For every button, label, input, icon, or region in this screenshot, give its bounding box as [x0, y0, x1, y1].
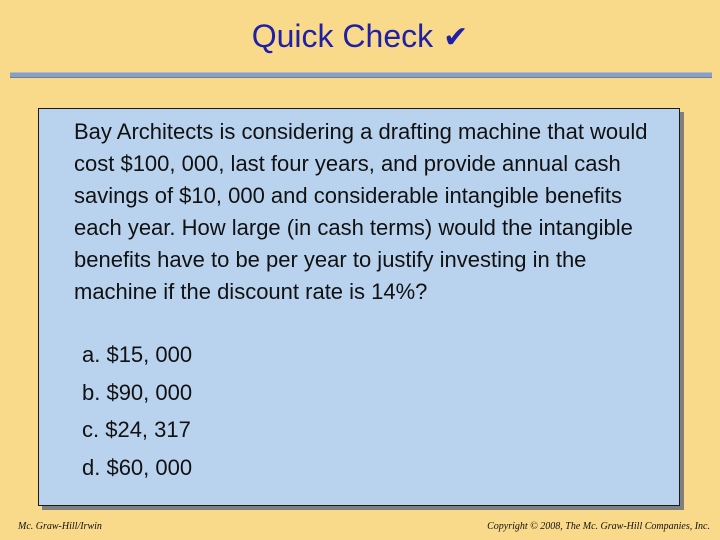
answer-options — [82, 336, 192, 486]
check-mark-icon: ✔ — [443, 20, 469, 55]
option-c: c. $24, 317 — [82, 417, 191, 442]
option-b: b. $90, 000 — [82, 379, 193, 405]
option-a: a. $15, 000 — [82, 342, 193, 367]
slide-title-text: Quick Check — [251, 18, 434, 54]
slide-title — [0, 14, 720, 60]
title-divider — [10, 72, 712, 78]
question-text: Bay Architects is considering a drafting machine that would cost $100, 000, last four years, and provide annual cash savings of $10, 000 and considerable intangible benefits each year. How large (in cash terms) would the intangible benefits have to be per year to justify investing in the machine if the discount rate is 14%? — [74, 119, 648, 304]
footer-copyright: Copyright © 2008, The Mc. Graw-Hill Companies, Inc. — [487, 521, 710, 532]
footer-publisher: Mc. Graw-Hill/Irwin — [18, 521, 102, 532]
option-d: d. $60, 000 — [82, 454, 193, 480]
